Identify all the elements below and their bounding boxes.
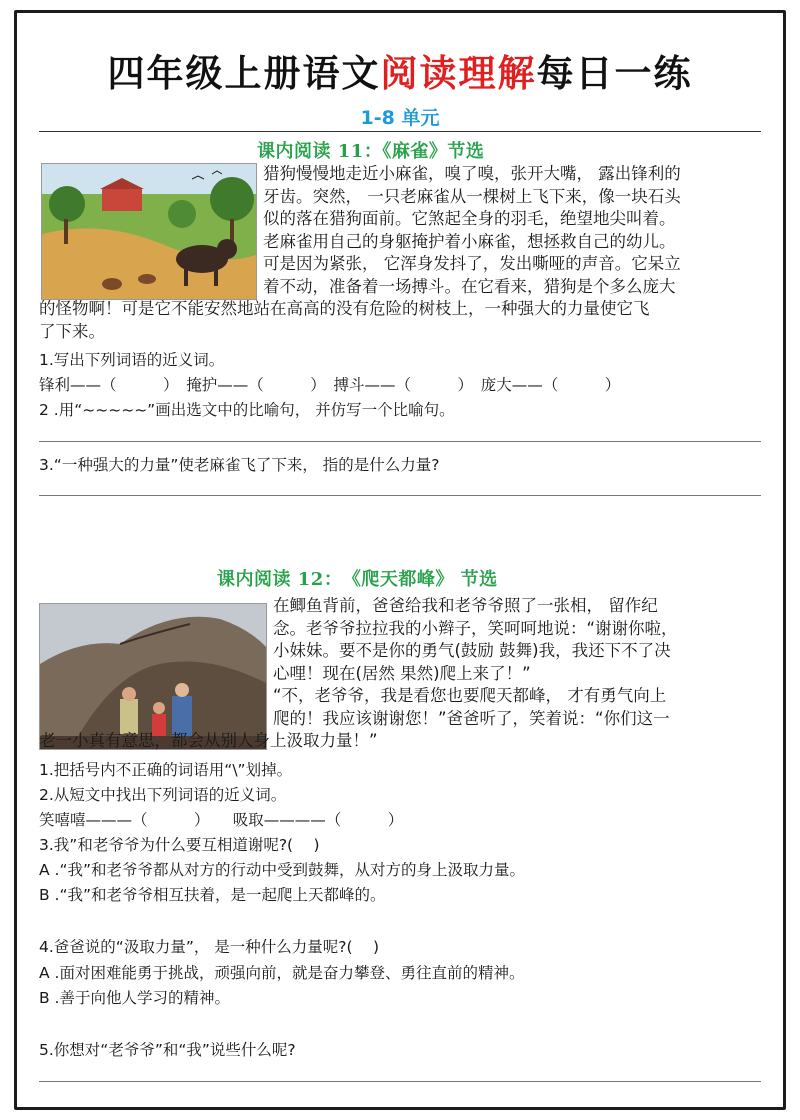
section1-heading: 课内阅读 11：《麻雀》节选 — [257, 141, 485, 162]
mountain-photo-illustration — [39, 603, 267, 750]
text-line: 了下来。 — [39, 321, 105, 341]
s2-question-2: 2.从短文中找出下列词语的近义词。 — [39, 786, 287, 804]
worksheet-page — [14, 10, 786, 1110]
s2-question-3: 3.我”和老爷爷为什么要互相道谢呢?( ) — [39, 836, 320, 854]
text-line: “不，老爷爷，我是看您也要爬天都峰， 才有勇气向上 — [273, 686, 667, 705]
s1-question-2: 2 .用“~~~~~”画出选文中的比喻句， 并仿写一个比喻句。 — [39, 401, 455, 419]
page-title — [17, 43, 783, 97]
text-line: 爬的！我应该谢谢您！”爸爸听了，笑着说：“你们这一 — [273, 708, 670, 728]
section2-text-full — [39, 730, 784, 753]
title-part-a: 四年级上册语文 — [107, 51, 381, 95]
text-line: 牙齿。突然， 一只老麻雀从一棵树上飞下来，像一块石头 — [263, 186, 681, 206]
s2-question-3-option-a[interactable]: A .“我”和老爷爷都从对方的行动中受到鼓舞，从对方的身上汲取力量。 — [39, 861, 526, 879]
section2-heading: 课内阅读 12： 《爬天都峰》 节选 — [217, 569, 498, 590]
sparrow-dog-illustration — [41, 163, 257, 300]
text-line: 老麻雀用自己的身躯掩护着小麻雀，想拯救自己的幼儿。 — [263, 231, 676, 251]
section2-text-wrapped — [273, 595, 783, 730]
section1-text-full — [39, 298, 784, 343]
s1-question-1-items: 锋利——（ ） 掩护——（ ） 搏斗——（ ） 庞大——（ ） — [39, 376, 621, 394]
text-line: 老一小真有意思，都会从别人身上汲取力量！” — [39, 731, 378, 750]
text-line: 心哩！现在(居然 果然)爬上来了！” — [273, 663, 531, 683]
s2-question-3-option-b[interactable]: B .“我”和老爷爷相互扶着，是一起爬上天都峰的。 — [39, 886, 386, 904]
text-line: 猎狗慢慢地走近小麻雀，嗅了嗅，张开大嘴， 露出锋利的 — [263, 164, 681, 183]
s1-question-3: 3.“一种强大的力量”使老麻雀飞了下来， 指的是什么力量? — [39, 456, 440, 474]
s2-question-4-option-b[interactable]: B .善于向他人学习的精神。 — [39, 989, 230, 1007]
s2-question-4: 4.爸爸说的“汲取力量”， 是一种什么力量呢?( ) — [39, 938, 380, 956]
text-line: 着不动，准备着一场搏斗。在它看来，猎狗是个多么庞大 — [263, 276, 676, 296]
text-line: 在鲫鱼背前，爸爸给我和老爷爷照了一张相， 留作纪 — [273, 596, 658, 615]
s2-question-2-items: 笑嘻嘻———（ ） 吸取————（ ） — [39, 811, 404, 829]
title-part-b: 每日一练 — [536, 51, 693, 95]
s1-question-1: 1.写出下列词语的近义词。 — [39, 351, 225, 369]
answer-line[interactable] — [39, 495, 761, 496]
answer-line[interactable] — [39, 1081, 761, 1082]
s2-question-4-option-a[interactable]: A .面对困难能勇于挑战，顽强向前，就是奋力攀登、勇往直前的精神。 — [39, 964, 525, 982]
s2-question-5: 5.你想对“老爷爷”和“我”说些什么呢? — [39, 1041, 296, 1059]
title-part-highlight: 阅读理解 — [380, 51, 537, 95]
unit-subtitle: 1-8 单元 — [360, 107, 440, 129]
text-line: 的怪物啊！可是它不能安然地站在高高的没有危险的树枝上，一种强大的力量使它飞 — [39, 299, 650, 318]
text-line: 念。老爷爷拉拉我的小辫子，笑呵呵地说：“谢谢你啦， — [273, 618, 678, 638]
s2-question-1: 1.把括号内不正确的词语用“\”划掉。 — [39, 761, 293, 779]
header-divider — [39, 131, 761, 132]
text-line: 似的落在猎狗面前。它煞起全身的羽毛，绝望地尖叫着。 — [263, 209, 676, 228]
section1-text-wrapped — [263, 163, 783, 298]
text-line: 可是因为紧张， 它浑身发抖了，发出嘶哑的声音。它呆立 — [263, 254, 681, 273]
text-line: 小妹妹。要不是你的勇气(鼓励 鼓舞)我，我还下不了决 — [273, 641, 671, 660]
answer-line[interactable] — [39, 441, 761, 442]
